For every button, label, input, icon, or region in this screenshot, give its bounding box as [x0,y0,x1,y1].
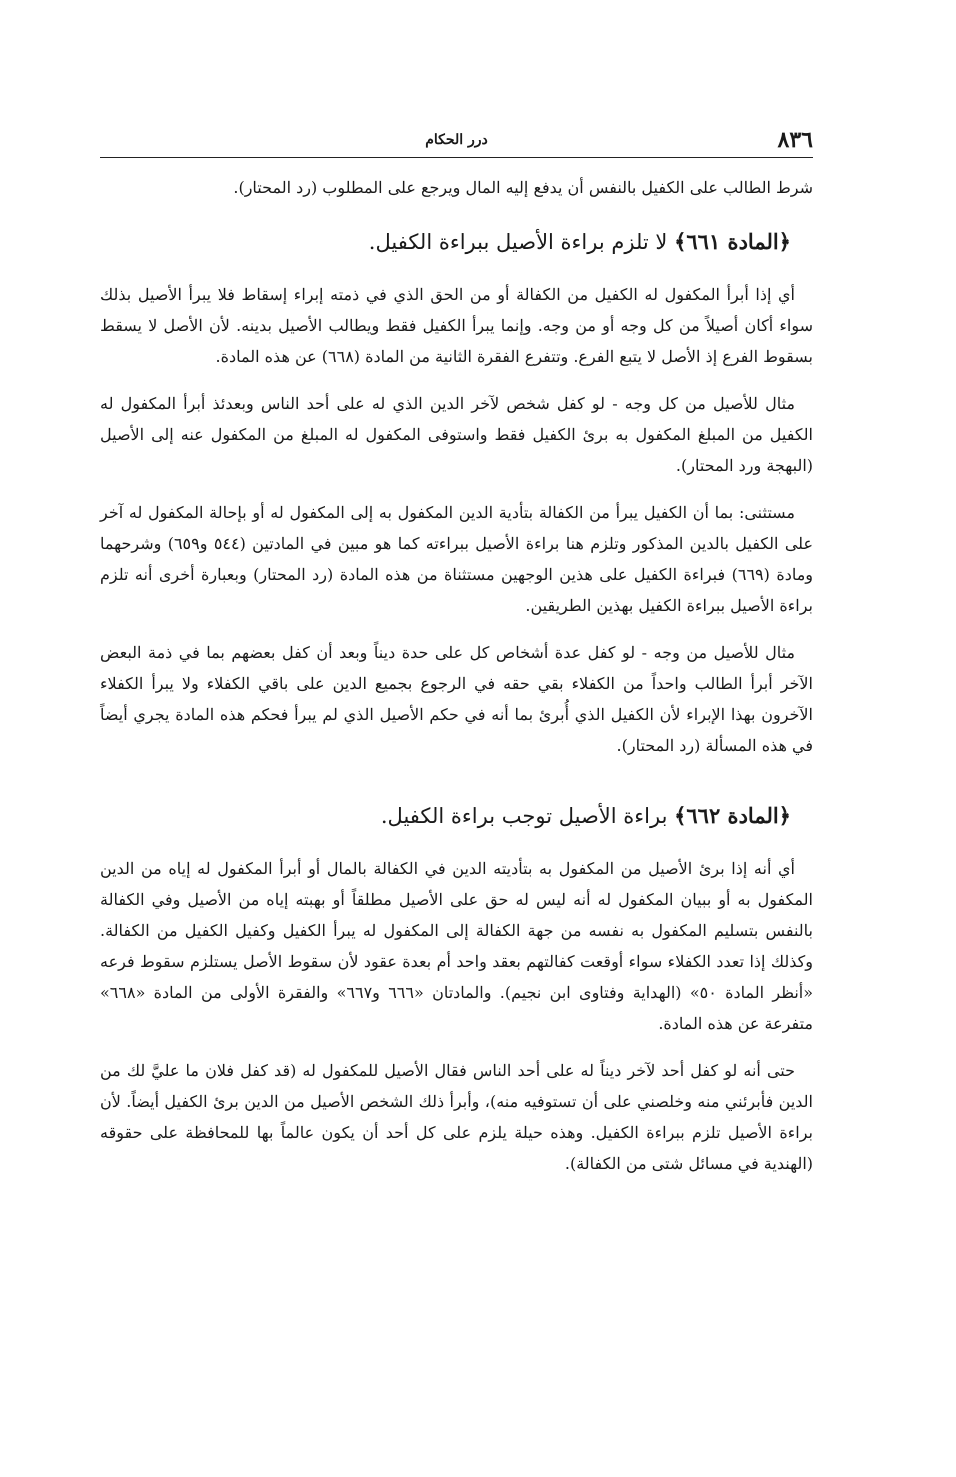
article-661-paragraph: مثال للأصيل من وجه - لو كفل عدة أشخاص كل على حدة ديناً وبعد أن كفل بعضهم بما في ذمة البعض الآخر أبرأ الطالب واحداً من الكفلاء بقي حقه في الرجوع بجميع الدين على باقي الكفلاء ولا يبرأ الكفلاء الآخرون بهذا الإبراء لأن الكفيل الذي أُبرئ بما أنه في حكم الأصيل الذي لم يبرأ فحكم هذه المادة يجري أيضاً في هذه المسألة (رد المحتار). [100,643,814,755]
running-header [100,127,813,153]
article-661-number: ﴿المادة ٦٦١﴾ [674,229,791,254]
article-662-paragraph: حتى أنه لو كفل أحد لآخر ديناً له على أحد الناس فقال الأصيل للمكفول له (قد كفل فلان ما عليَّ لك من الدين فأبرئني منه وخلصني على أن تستوفيه منه)، وأبرأ ذلك الشخص الأصيل من الدين برئ الكفيل أيضاً. لأن براءة الأصيل تلزم ببراءة الكفيل. وهذه حيلة يلزم على كل أحد أن يكون عالماً بها للمحافظة على حقوقه (الهندية في مسائل شتى من الكفالة). [100,1061,814,1173]
article-661-heading [100,225,813,259]
book-title: درر الحكام [425,132,488,148]
continuation-paragraph: شرط الطالب على الكفيل بالنفس أن يدفع إليه المال ويرجع على المطلوب (رد المحتار). [233,178,813,197]
article-662-title: براءة الأصيل توجب براءة الكفيل. [380,804,675,828]
article-661-paragraph: مثال للأصيل من كل وجه - لو كفل شخص لآخر الدين الذي له على أحد الناس وبعدئذ أبرأ المكفول له الكفيل من المبلغ المكفول به برئ الكفيل فقط واستوفى المكفول له المبلغ من المكفول عنه إلى الأصيل (البهجة ورد المحتار). [100,394,813,475]
page-body [100,172,813,1195]
article-662-number: ﴿المادة ٦٦٢﴾ [674,803,791,828]
article-662-heading [100,799,813,833]
header-rule [100,157,813,158]
book-page [100,0,813,1477]
page-number: ٨٣٦ [777,127,813,153]
article-661-paragraph: أي إذا أبرأ المكفول له الكفيل من الكفالة أو من الحق الذي في ذمته إبراء إسقاط فلا يبرأ الأصيل بذلك سواء أكان أصيلاً من كل وجه أو من وجه. وإنما يبرأ الكفيل فقط ويطالب الأصيل بدينه. لأن الأصل لا يسقط بسقوط الفرع إذ الأصل لا يتبع الفرع. وتتفرع الفقرة الثانية من المادة (٦٦٨) عن هذه المادة. [100,285,813,366]
article-661-paragraph: مستثنى: بما أن الكفيل يبرأ من الكفالة بتأدية الدين المكفول به إلى المكفول له أو بإحالة المكفول له آخر على الكفيل بالدين المذكور وتلزم هنا براءة الأصيل ببراءته كما هو مبين في المادتين (٥٤٤ و٦٥٩) وشرحهما ومادة (٦٦٩) فبراءة الكفيل على هذين الوجهين مستثناة من هذه المادة (رد المحتار) وبعبارة أخرى أنه تلزم براءة الأصيل ببراءة الكفيل بهذين الطريقين. [100,503,813,615]
article-662-paragraph: أي أنه إذا برئ الأصيل من المكفول به بتأديته الدين في الكفالة بالمال أو أبرأ المكفول له إياه من الدين المكفول به أو ببيان المكفول له أنه ليس له حق على الأصيل مطلقاً أو بهبته إياه من الأصيل وفي الكفالة بالنفس بتسليم المكفول به نفسه من جهة الكفالة إلى المكفول له يبرأ الكفيل وكفيل الكفيل من الكفالة. وكذلك إذا تعدد الكفلاء سواء أوقعت كفالتهم بعقد واحد أم بعدة عقود لأن سقوط الأصل يستلزم سقوط فرعه «أنظر المادة ٥٠» (الهداية وفتاوى ابن نجيم). والمادتان «٦٦٦ و٦٦٧» والفقرة الأولى من المادة «٦٦٨» متفرعة عن هذه المادة. [100,859,814,1033]
article-661-title: لا تلزم براءة الأصيل ببراءة الكفيل. [368,230,675,254]
